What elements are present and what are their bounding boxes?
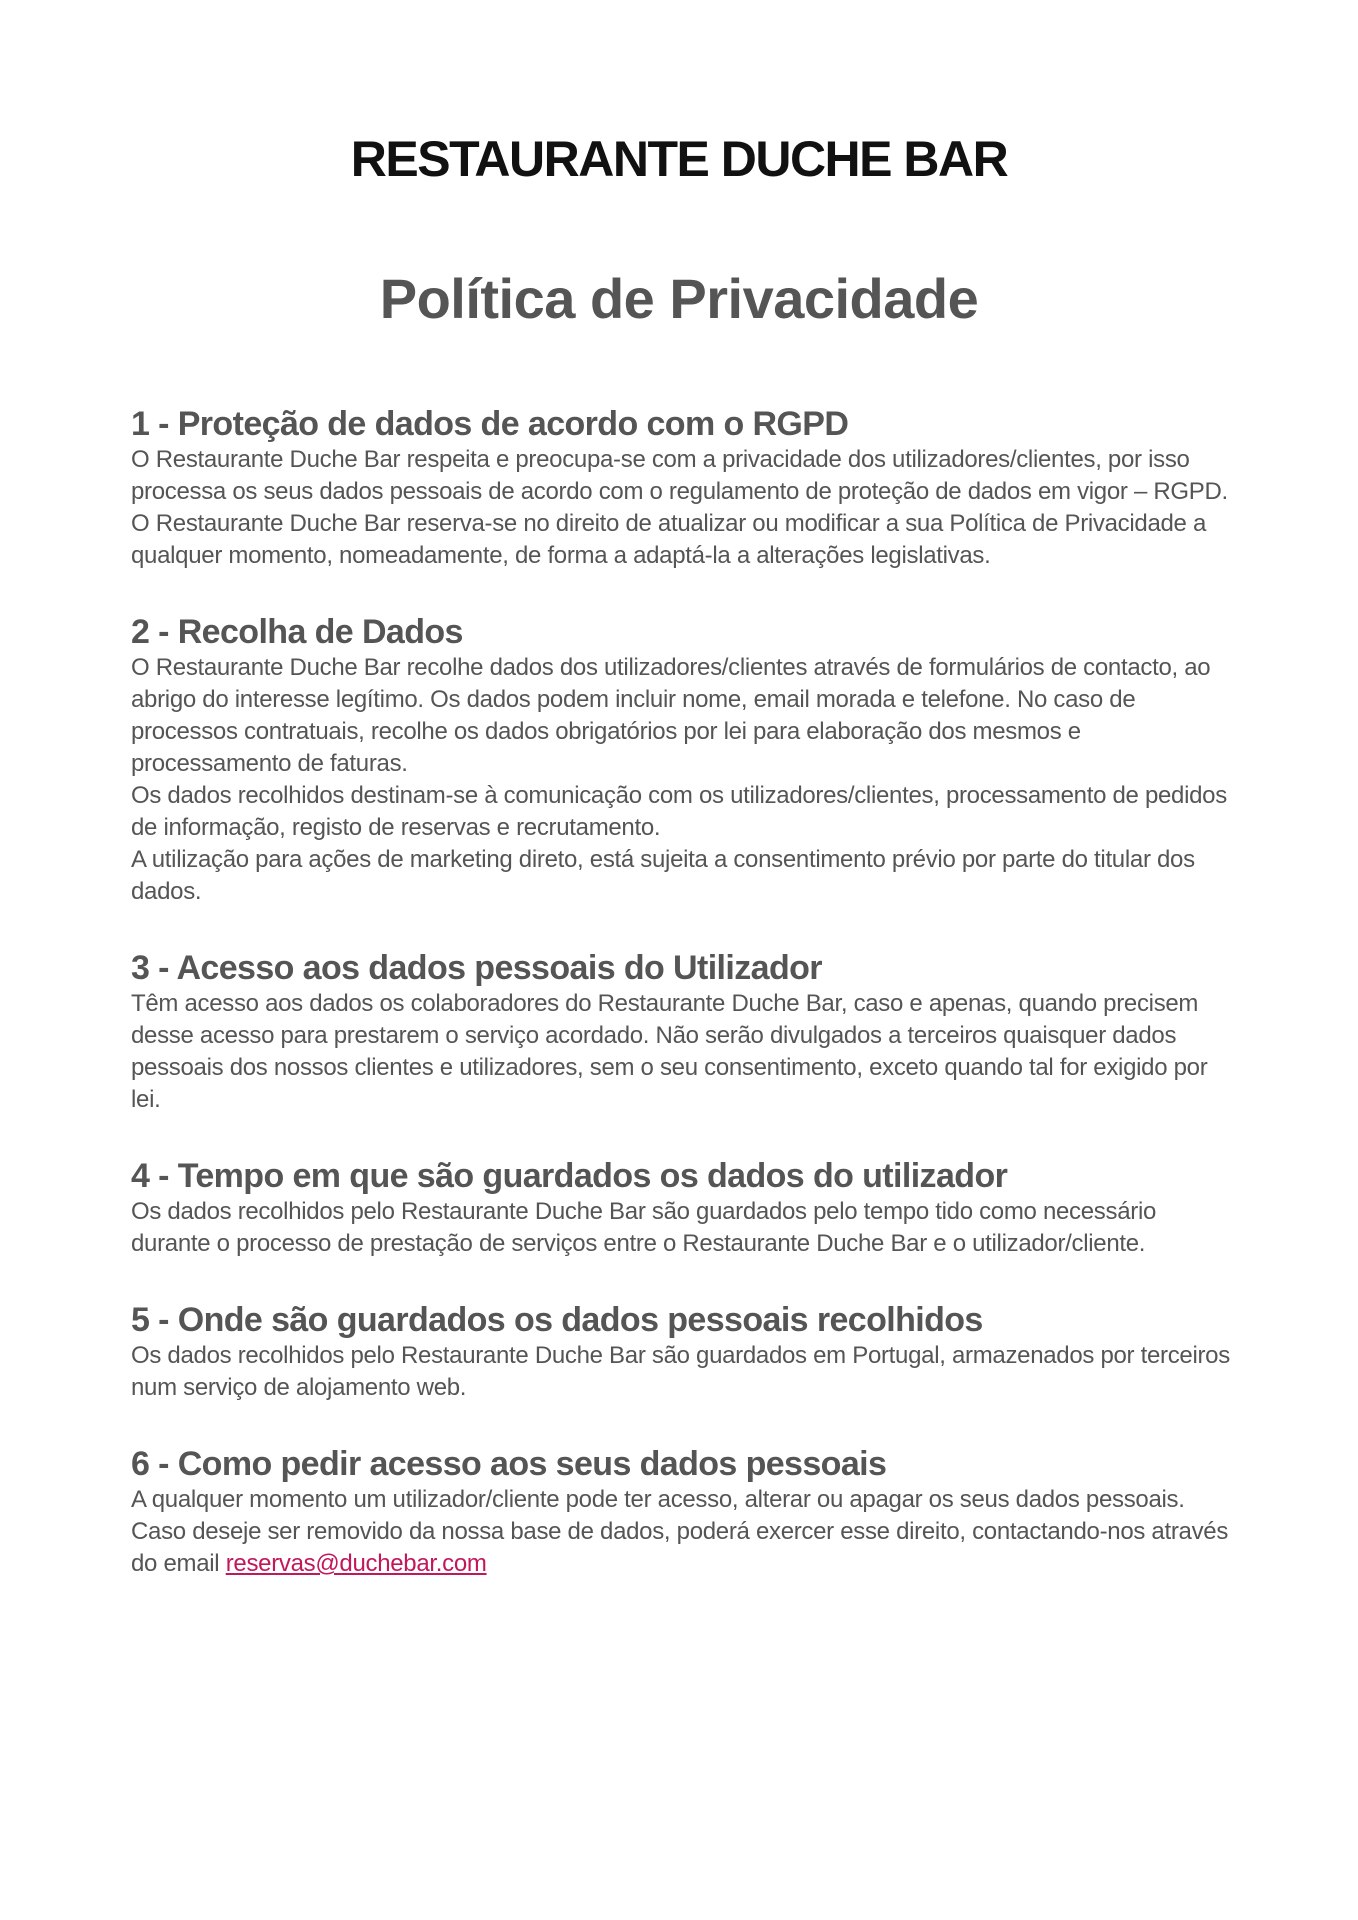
restaurant-title: RESTAURANTE DUCHE BAR <box>350 131 1008 187</box>
section-paragraph: A utilização para ações de marketing direto, está sujeita a consentimento prévio por parte do titular dos dados. <box>131 846 1195 905</box>
page-title: Política de Privacidade <box>379 267 979 330</box>
section-heading: 3 - Acesso aos dados pessoais do Utilizador <box>131 949 822 987</box>
section-paragraph: Os dados recolhidos pelo Restaurante Duche Bar são guardados pelo tempo tido como necessário durante o processo de prestação de serviços entre o Restaurante Duche Bar e o utilizador/cliente. <box>131 1198 1157 1257</box>
policy-content <box>131 404 1241 1620</box>
section-paragraph: Os dados recolhidos pelo Restaurante Duche Bar são guardados em Portugal, armazenados por terceiros num serviço de alojamento web. <box>131 1342 1230 1401</box>
section-paragraph <box>131 1484 1241 1580</box>
section-heading: 2 - Recolha de Dados <box>131 613 463 651</box>
section-paragraph: Têm acesso aos dados os colaboradores do Restaurante Duche Bar, caso e apenas, quando precisem desse acesso para prestarem o serviço acordado. Não serão divulgados a terceiros quaisquer dados pessoais dos nossos clientes e utilizadores, sem o seu consentimento, exceto quando tal for exigido por lei. <box>131 990 1208 1113</box>
section-heading: 4 - Tempo em que são guardados os dados do utilizador <box>131 1157 1008 1195</box>
section-paragraph: O Restaurante Duche Bar reserva-se no direito de atualizar ou modificar a sua Política de Privacidade a qualquer momento, nomeadamente, de forma a adaptá-la a alterações legislativas. <box>131 510 1207 569</box>
section-data-access <box>131 948 1241 1116</box>
section-heading: 6 - Como pedir acesso aos seus dados pessoais <box>131 1445 887 1483</box>
access-request-text: A qualquer momento um utilizador/cliente pode ter acesso, alterar ou apagar os seus dados pessoais. Caso deseje ser removido da nossa base de dados, poderá exercer esse direito, contactando-nos através do email <box>131 1486 1229 1577</box>
section-paragraph: O Restaurante Duche Bar respeita e preocupa-se com a privacidade dos utilizadores/clientes, por isso processa os seus dados pessoais de acordo com o regulamento de proteção de dados em vigor – RGPD. <box>131 446 1228 505</box>
section-heading: 5 - Onde são guardados os dados pessoais recolhidos <box>131 1301 983 1339</box>
section-data-retention <box>131 1156 1241 1260</box>
section-data-collection <box>131 612 1241 908</box>
section-access-request <box>131 1444 1241 1580</box>
section-heading: 1 - Proteção de dados de acordo com o RGPD <box>131 405 849 443</box>
section-paragraph: O Restaurante Duche Bar recolhe dados dos utilizadores/clientes através de formulários de contacto, ao abrigo do interesse legítimo. Os dados podem incluir nome, email morada e telefone. No caso de processos contratuais, recolhe os dados obrigatórios por lei para elaboração dos mesmos e processamento de faturas. <box>131 654 1211 777</box>
section-paragraph: Os dados recolhidos destinam-se à comunicação com os utilizadores/clientes, processamento de pedidos de informação, registo de reservas e recrutamento. <box>131 782 1227 841</box>
email-link[interactable]: reservas@duchebar.com <box>225 1550 487 1577</box>
section-data-protection <box>131 404 1241 572</box>
section-data-storage <box>131 1300 1241 1404</box>
